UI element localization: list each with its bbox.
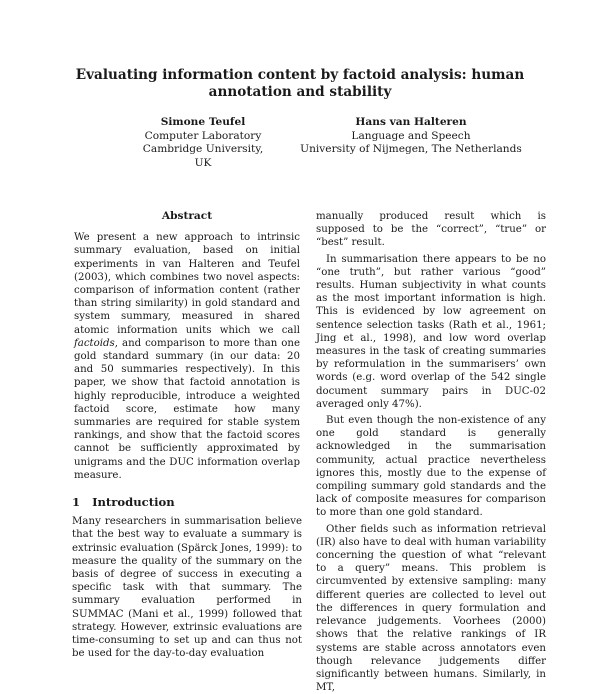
body-paragraph: Other fields such as information retrieval (IR) also have to deal with human variability concerning the question of what “relevant to a query” means. This problem is circumvented by extensive sampling: many different queries are collected to level out the differences in query formulation and relevance judgements. Voorhees (2000) shows that the relative rankings of IR systems are stable across annotators even though relevance judgements differ significantly between humans. Similarly, in MT, (316, 523, 546, 694)
left-column (72, 210, 302, 661)
intro-paragraph: Many researchers in summarisation believe that the best way to evaluate a summary is extrinsic evaluation (Spärck Jones, 1999): to measure the quality of the summary on the basis of degree of success in executing a specific task with that summary. The summary evaluation performed in SUMMAC (Mani et al., 1999) followed that strategy. However, extrinsic evaluations are time-consuming to set up and can thus not be used for the day-to-day evaluation (72, 516, 302, 660)
body-paragraph: But even though the non-existence of any one gold standard is generally acknowledged in the summarisation community, actual practice nevertheless ignores this, mostly due to the expense of compiling summary gold standards and the lack of composite measures for comparison to more than one gold standard. (316, 415, 546, 519)
author-name: Simone Teufel (160, 116, 246, 128)
body-paragraph: manually produced result which is supposed to be the “correct”, “true” or “best” result. (316, 211, 546, 249)
abstract-emphasis: factoids (74, 337, 115, 349)
author-block-2 (300, 116, 522, 157)
abstract-heading: Abstract (161, 210, 213, 222)
section-heading-introduction (72, 496, 302, 509)
author-block-1 (138, 116, 268, 170)
author-affiliation: University of Nijmegen, The Netherlands (300, 143, 522, 156)
section-title: Introduction (92, 495, 175, 510)
author-affiliation: Language and Speech (351, 129, 471, 142)
author-affiliation: Computer Laboratory (144, 129, 262, 142)
paper-title: Evaluating information content by factoid analysis: human annotation and stability (75, 67, 525, 100)
abstract-text (72, 231, 302, 482)
abstract-text-part: We present a new approach to intrinsic summary evaluation, based on initial experiments in van Halteren and Teufel (2003), which combines two novel aspects: comparison of information content (rather than string similarity) in gold standard and system summary, measured in shared atomic information units which we call (74, 232, 300, 336)
section-number: 1 (72, 495, 81, 510)
body-paragraph: In summarisation there appears to be no “one truth”, but rather various “good” results. Human subjectivity in what counts as the most important information is high. This is evidenced by low agreement on sentence selection tasks (Rath et al., 1961; Jing et al., 1998), and low word overlap measures in the task of creating summaries by reformulation in the summarisers’ own words (e.g. word overlap of the 542 single document summary pairs in DUC-02 averaged only 47%). (316, 253, 546, 410)
author-affiliation: Cambridge University, UK (142, 143, 264, 169)
right-column (316, 210, 546, 694)
author-name: Hans van Halteren (355, 116, 467, 128)
abstract-text-part: , and comparison to more than one gold standard summary (in our data: 20 and 50 summaries respectively). In this paper, we show that factoid annotation is highly reproducible, introduce a weighted factoid score, estimate how many summaries are required for stable system rankings, and show that the factoid scores cannot be sufficiently approximated by unigrams and the DUC information overlap measure. (74, 337, 300, 481)
